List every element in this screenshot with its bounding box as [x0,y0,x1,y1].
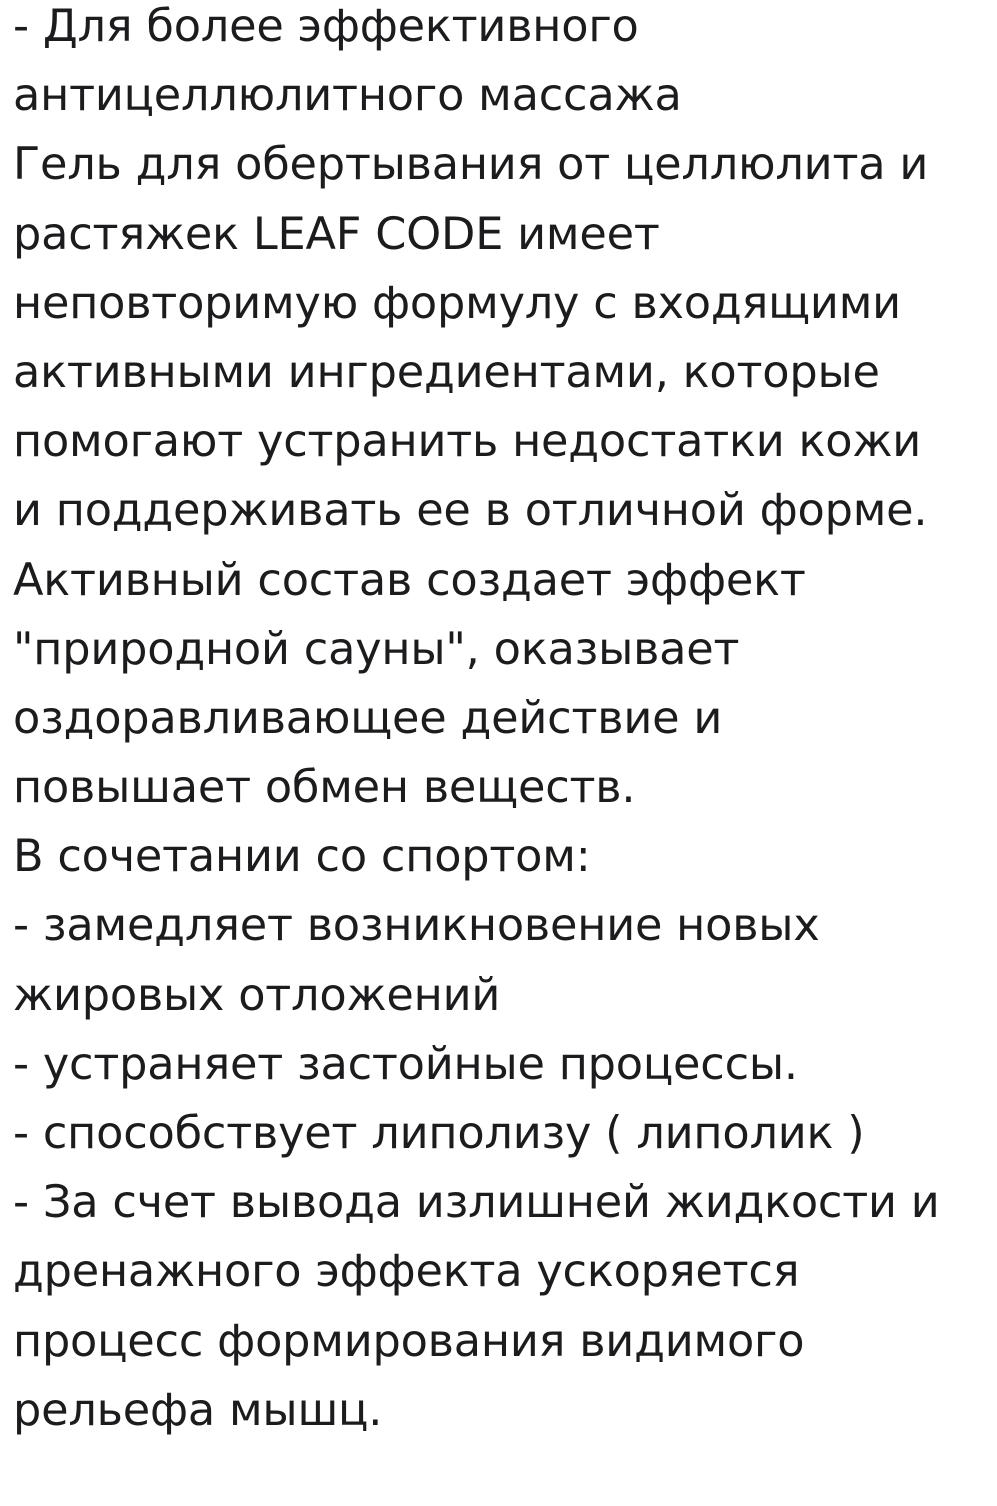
description-line: повышает обмен веществ. [13,761,636,814]
product-description-text [13,0,993,1445]
description-line: помогают устранить недостатки кожи [13,415,922,468]
description-line: - Для более эффективного [13,0,639,52]
description-line: В сочетании со спортом: [13,830,591,883]
description-line: - способствует липолизу ( липолик ) [13,1107,865,1159]
description-line: Активный состав создает эффект [13,553,806,606]
description-line: неповторимую формулу с входящими [13,276,901,329]
description-line: - За счет вывода излишней жидкости и [13,1176,940,1229]
description-line: рельефа мышц. [13,1383,383,1436]
description-line: - замедляет возникновение новых [13,899,820,952]
description-line: антицеллюлитного массажа [13,69,682,122]
description-line: растяжек LEAF CODE имеет [13,207,660,260]
description-line: "природной сауны", оказывает [13,622,740,675]
description-line: активными ингредиентами, которые [13,345,880,398]
description-line: - устраняет застойные процессы. [13,1037,798,1090]
description-line: жировых отложений [13,968,501,1021]
description-line: оздоравливающее действие и [13,691,723,744]
description-line: дренажного эффекта ускоряется [13,1245,800,1298]
description-line: и поддерживать ее в отличной форме. [13,484,928,537]
description-line: Гель для обертывания от целлюлита и [13,138,929,191]
description-line: процесс формирования видимого [13,1314,805,1367]
